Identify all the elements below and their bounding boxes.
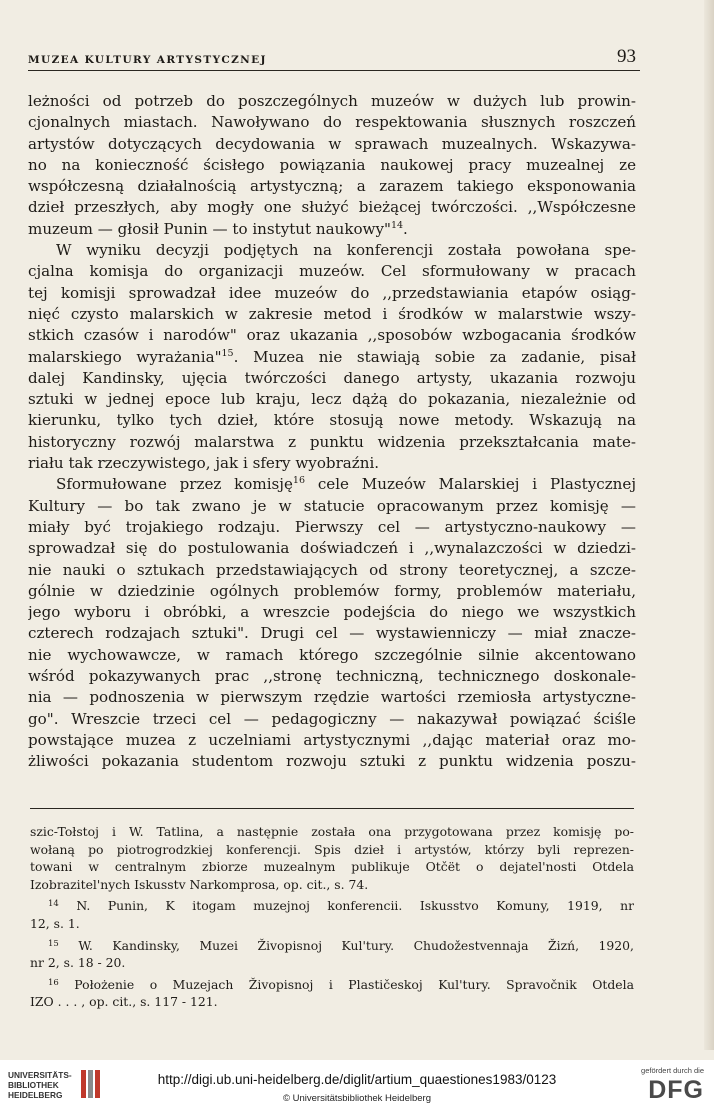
body-line: [28, 645, 636, 666]
footnote-reference: 15: [48, 938, 59, 949]
text-run: historyczny rozwój malarstwa z punktu widzenia przekształcania mate-: [28, 432, 636, 451]
footnote-line: [30, 823, 634, 841]
body-line: [28, 517, 636, 538]
dfg-funder-logo[interactable]: [628, 1066, 704, 1106]
text-run: go". Wreszcie trzeci cel — pedagogiczny — nakazywał powiązać ściśle: [28, 709, 636, 728]
body-line: [28, 560, 636, 581]
page-edge-shadow: [704, 0, 714, 1050]
footnote-reference: 16: [48, 977, 59, 988]
text-run: IZO . . . , op. cit., s. 117 - 121.: [30, 994, 218, 1010]
body-line: [28, 538, 636, 559]
body-line: [28, 219, 636, 240]
text-run: artystów dotyczących decydowania w sprawach muzealnych. Wskazywa-: [28, 134, 636, 153]
footnote-line: [30, 876, 634, 894]
dfg-logo-icon: DFG: [648, 1076, 704, 1104]
body-line: [28, 368, 636, 389]
university-library-name: UNIVERSITÄTS- BIBLIOTHEK HEIDELBERG: [8, 1070, 72, 1100]
text-run: żliwości pokazania studentom rozwoju sztuki z punktu widzenia poszu-: [28, 752, 636, 771]
body-line: [28, 709, 636, 730]
body-line: [28, 304, 636, 325]
text-run: Sformułowane przez komisję: [56, 475, 293, 494]
text-run: N. Punin, K itogam muzejnoj konferencii. Iskusstvo Komuny, 1919, nr: [58, 898, 634, 914]
body-line: [28, 325, 636, 346]
body-line: [28, 666, 636, 687]
body-line: [28, 602, 636, 623]
text-run: Położenie o Muzejach Živopisnoj i Plastičeskoj Kul'tury. Spravočnik Otdela: [58, 976, 634, 992]
text-run: sztuki w jednej epoce lub kraju, lecz dążą do pokazania, niezależnie od: [28, 390, 636, 409]
footnote-line: [30, 993, 634, 1011]
body-line: [28, 347, 636, 368]
body-line: [28, 751, 636, 772]
text-run: sprowadzał się do postulowania doświadczeń i ,,wynalazczości w dziedzi-: [28, 539, 636, 558]
body-line: [28, 432, 636, 453]
footnote-line: [30, 976, 634, 994]
body-line: [28, 389, 636, 410]
footnote-line: [30, 841, 634, 859]
text-run: współczesną działalnością artystyczną; a zarazem takiego eksponowania: [28, 177, 636, 196]
body-line: [28, 410, 636, 431]
text-run: cjalna komisja do organizacji muzeów. Cel sformułowany w pracach: [28, 262, 636, 281]
text-run: cele Muzeów Malarskiej i Plastycznej: [305, 475, 636, 494]
text-run: malarskiego wyrażania": [28, 347, 222, 366]
viewer-footer: [0, 1060, 714, 1112]
body-line: [28, 240, 636, 261]
text-run: nięć czysto malarskich w zakresie metod i środków w malarstwie wszy-: [28, 304, 636, 323]
body-line: [28, 687, 636, 708]
body-line: [28, 91, 636, 112]
footnote-reference: 16: [292, 475, 305, 487]
body-line: [28, 155, 636, 176]
body-line: [28, 474, 636, 495]
footnotes: [30, 823, 634, 1011]
body-line: [28, 623, 636, 644]
footnote-reference: 15: [221, 347, 234, 359]
page-number: 93: [617, 46, 636, 67]
text-run: 12, s. 1.: [30, 915, 80, 931]
text-run: W wyniku decyzji podjętych na konferencji została powołana spe-: [56, 241, 636, 260]
text-run: towani w centralnym zbiorze muzealnym publikuje Otčët o dejatel'nosti Otdela: [30, 859, 634, 875]
text-run: szic-Tołstoj i W. Tatlina, a następnie została ona przygotowana przez komisję po-: [30, 824, 634, 839]
body-line: [28, 453, 636, 474]
text-run: .: [403, 219, 408, 238]
body-text: [28, 91, 636, 773]
body-line: [28, 496, 636, 517]
text-run: Kultury — bo tak zwano je w statucie opracowanym przez komisję —: [28, 496, 636, 515]
footnote-line: [30, 858, 634, 876]
text-run: czterech rodzajach sztuki". Drugi cel — wystawienniczy — miał znacze-: [28, 624, 636, 643]
text-run: nie nauki o sztukach przedstawiających od strony teoretycznej, a szcze-: [28, 560, 636, 579]
text-run: W. Kandinsky, Muzei Živopisnoj Kul'tury. Chudožestvennaja Žizń, 1920,: [58, 937, 634, 953]
text-run: dzieł przeszłych, aby mogły one służyć bieżącej twórczości. ,,Współczesne: [28, 198, 636, 217]
footnote-reference: 14: [390, 219, 404, 231]
text-run: powstające muzea z uczelniami artystycznymi ,,dając materiał oraz mo-: [28, 730, 636, 749]
footnote-reference: 14: [48, 899, 59, 910]
text-run: riału tak rzeczywistego, jak i sfery wyobraźni.: [28, 454, 380, 473]
running-header: [28, 44, 640, 71]
text-run: stkich czasów i narodów" oraz ukazania ,,sposobów wzbogacania środków: [28, 326, 636, 345]
text-run: no na konieczność ścisłego powiązania naukowej pracy muzealnej ze: [28, 155, 636, 174]
text-run: wśród pokazywanych prac ,,stronę techniczną, technicznego doskonale-: [28, 667, 636, 686]
body-line: [28, 261, 636, 282]
text-run: nr 2, s. 18 - 20.: [30, 955, 126, 971]
body-line: [28, 112, 636, 133]
funder-note: gefördert durch die: [641, 1066, 704, 1075]
text-run: dalej Kandinsky, ujęcia twórczości danego artysty, ukazania rozwoju: [28, 368, 636, 387]
footnote-line: [30, 937, 634, 955]
text-run: wołaną po piotrogrodzkiej konferencji. Spis dzieł i artystów, którzy byli reprezen-: [30, 841, 634, 857]
body-line: [28, 134, 636, 155]
text-run: nia — podnoszenia w pierwszym rzędzie wartości rzemiosła artystyczne-: [28, 688, 636, 707]
text-run: miały być trojakiego rodzaju. Pierwszy cel — artystyczno-naukowy —: [28, 517, 636, 536]
text-run: cjonalnych miastach. Nawoływano do respektowania słusznych roszczeń: [28, 113, 636, 132]
running-head-title: MUZEA KULTURY ARTYSTYCZNEJ: [28, 54, 267, 66]
body-line: [28, 176, 636, 197]
text-run: leżności od potrzeb do poszczególnych muzeów w dużych lub prowin-: [28, 92, 636, 110]
copyright-notice: © Universitätsbibliothek Heidelberg: [283, 1093, 431, 1104]
footnote-line: [30, 897, 634, 915]
text-run: jego wyboru i obróbki, a wreszcie podejścia do niego we wszystkich: [28, 603, 636, 622]
text-run: muzeum — głosił Punin — to instytut naukowy": [28, 219, 391, 238]
body-line: [28, 730, 636, 751]
text-run: Izobrazitel'nych Iskusstv Narkomprosa, op. cit., s. 74.: [30, 876, 369, 892]
text-run: tej komisji sprowadzał idee muzeów do ,,przedstawiania etapów osiąg-: [28, 283, 636, 302]
body-line: [28, 197, 636, 218]
text-run: gólnie w dziedzinie ogólnych problemów formy, problemów materiału,: [28, 581, 636, 600]
text-run: nie wychowawcze, w ramach którego szczególnie silnie akcentowano: [28, 645, 636, 664]
page-url-link[interactable]: http://digi.ub.uni-heidelberg.de/diglit/artium_quaestiones1983/0123: [157, 1072, 557, 1087]
body-line: [28, 581, 636, 602]
footnote-separator: [30, 808, 634, 809]
footnote-line: [30, 915, 634, 933]
text-run: kierunku, tylko tych dzieł, które stosują nowe metody. Wskazują na: [28, 411, 636, 430]
text-run: . Muzea nie stawiają sobie za zadanie, pisał: [233, 347, 636, 366]
body-line: [28, 283, 636, 304]
footnote-line: [30, 954, 634, 972]
